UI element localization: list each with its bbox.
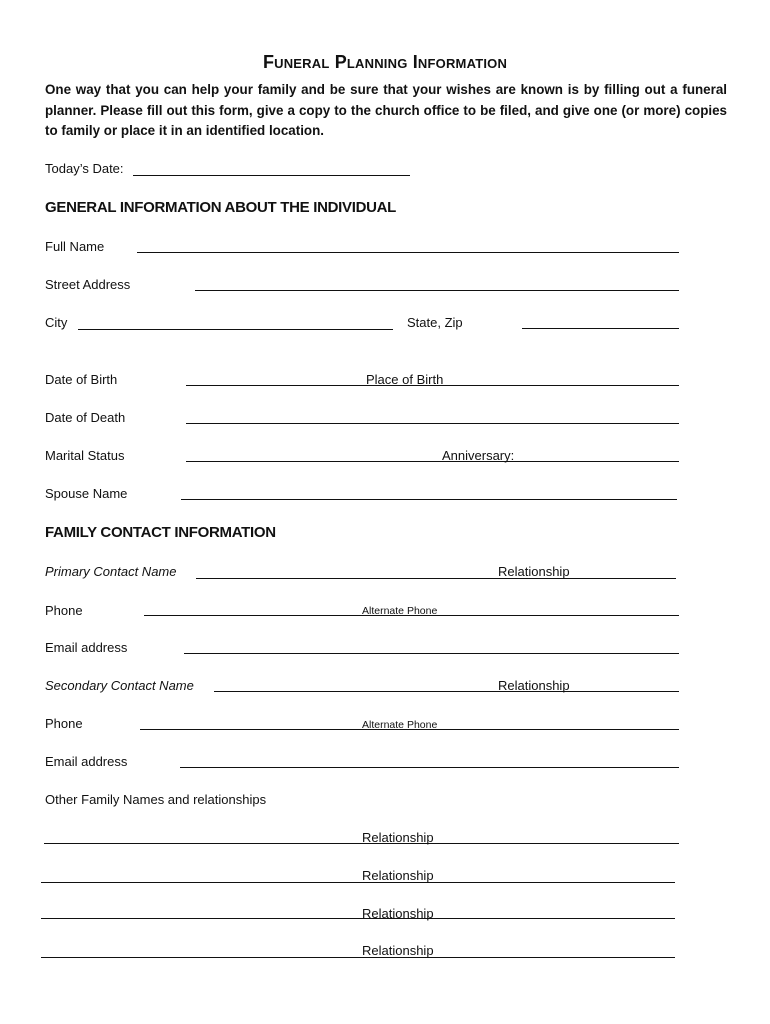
state-zip-label: State, Zip <box>407 315 463 330</box>
primary-relationship-label: Relationship <box>498 564 570 579</box>
secondary-phone-label: Phone <box>45 716 83 731</box>
other-family-field-4[interactable] <box>41 957 675 958</box>
secondary-relationship-label: Relationship <box>498 678 570 693</box>
city-field[interactable] <box>78 329 393 330</box>
marital-status-label: Marital Status <box>45 448 125 463</box>
street-address-field[interactable] <box>195 290 679 291</box>
todays-date-field[interactable] <box>133 175 410 176</box>
state-zip-field[interactable] <box>522 328 679 329</box>
other-relationship-label-3: Relationship <box>362 906 434 921</box>
secondary-contact-label: Secondary Contact Name <box>45 678 194 693</box>
secondary-email-label: Email address <box>45 754 128 769</box>
other-family-label: Other Family Names and relationships <box>45 792 267 807</box>
primary-email-label: Email address <box>45 640 128 655</box>
secondary-email-field[interactable] <box>180 767 679 768</box>
dob-label: Date of Birth <box>45 372 118 387</box>
marital-status-field[interactable] <box>186 461 679 462</box>
secondary-alt-phone-label: Alternate Phone <box>362 719 438 731</box>
full-name-field[interactable] <box>137 252 679 253</box>
todays-date-label: Today’s Date: <box>45 161 124 176</box>
street-address-label: Street Address <box>45 277 131 292</box>
full-name-label: Full Name <box>45 239 105 254</box>
city-label: City <box>45 315 68 330</box>
primary-alt-phone-label: Alternate Phone <box>362 605 438 617</box>
other-family-field-3[interactable] <box>41 918 675 919</box>
other-relationship-label-4: Relationship <box>362 943 434 958</box>
other-relationship-label-2: Relationship <box>362 868 434 883</box>
general-info-heading: GENERAL INFORMATION ABOUT THE INDIVIDUAL <box>45 199 397 216</box>
other-family-field-2[interactable] <box>41 882 675 883</box>
primary-contact-label: Primary Contact Name <box>45 564 177 579</box>
primary-email-field[interactable] <box>184 653 679 654</box>
family-contact-heading: FAMILY CONTACT INFORMATION <box>45 524 276 541</box>
pob-label: Place of Birth <box>366 372 444 387</box>
intro-paragraph: One way that you can help your family and be sure that your wishes are known is by filling out a funeral planner. Please fill out this form, give a copy to the church office to be filed, and give one (or more) copies to family or place it in an identified location. <box>45 82 727 138</box>
other-relationship-label-1: Relationship <box>362 830 434 845</box>
dod-field[interactable] <box>186 423 679 424</box>
primary-contact-field[interactable] <box>196 578 676 579</box>
anniversary-label: Anniversary: <box>442 448 515 463</box>
form-title: Funeral Planning Information <box>262 52 508 72</box>
secondary-contact-field[interactable] <box>214 691 679 692</box>
spouse-name-field[interactable] <box>181 499 677 500</box>
dod-label: Date of Death <box>45 410 126 425</box>
primary-phone-label: Phone <box>45 603 83 618</box>
spouse-name-label: Spouse Name <box>45 486 128 501</box>
